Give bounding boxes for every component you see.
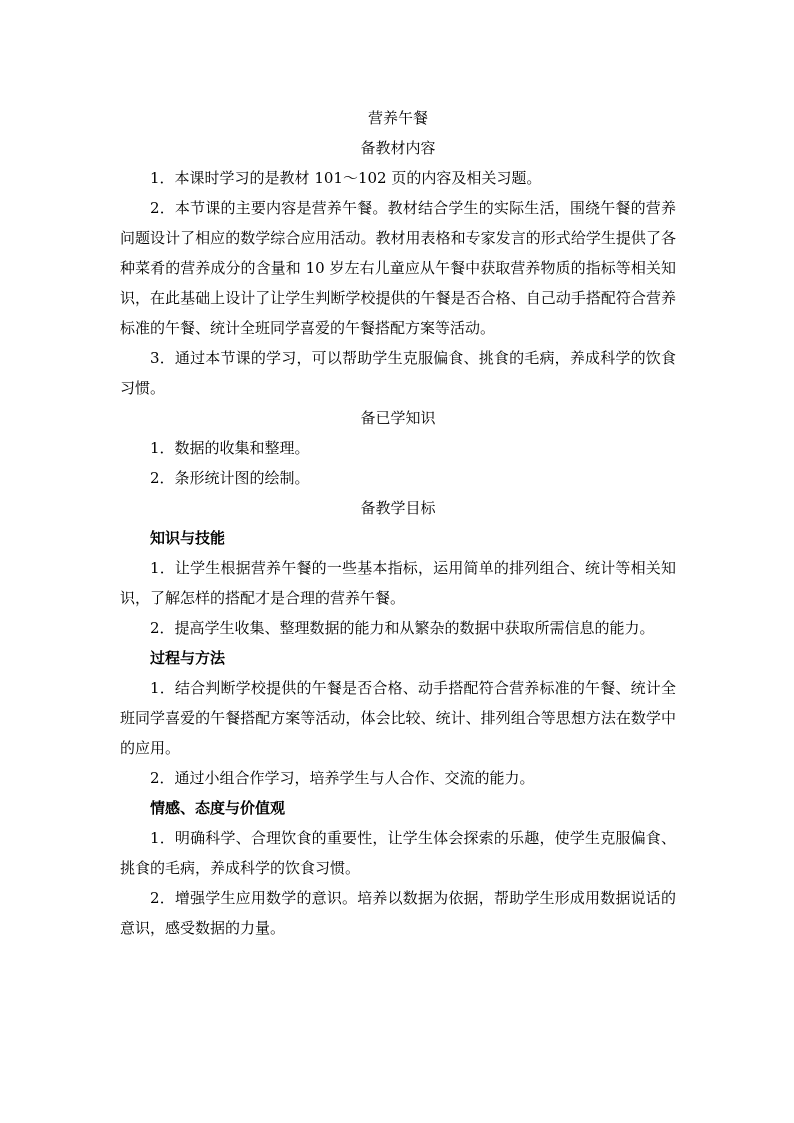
goal-group-attitudes-values bbox=[120, 793, 676, 943]
section-heading: 备已学知识 bbox=[360, 409, 436, 427]
subheading: 情感、态度与价值观 bbox=[150, 799, 286, 817]
section-teaching-goals bbox=[120, 493, 676, 943]
section-prior-knowledge bbox=[120, 403, 676, 493]
goal-group-knowledge-skills bbox=[120, 523, 676, 643]
subheading: 知识与技能 bbox=[150, 529, 226, 547]
paragraph: 2．增强学生应用数学的意识。培养以数据为依据，帮助学生形成用数据说话的意识，感受数据的力量。 bbox=[120, 889, 676, 937]
document-title: 营养午餐 bbox=[367, 109, 428, 127]
paragraph: 3．通过本节课的学习，可以帮助学生克服偏食、挑食的毛病，养成科学的饮食习惯。 bbox=[120, 349, 676, 397]
paragraph: 2．提高学生收集、整理数据的能力和从繁杂的数据中获取所需信息的能力。 bbox=[150, 619, 655, 637]
goal-group-process-methods bbox=[120, 643, 676, 793]
paragraph: 2．条形统计图的绘制。 bbox=[150, 469, 310, 487]
paragraph: 1．结合判断学校提供的午餐是否合格、动手搭配符合营养标准的午餐、统计全班同学喜爱的午餐搭配方案等活动，体会比较、统计、排列组合等思想方法在数学中的应用。 bbox=[120, 679, 676, 757]
subheading: 过程与方法 bbox=[150, 649, 226, 667]
paragraph: 2．通过小组合作学习，培养学生与人合作、交流的能力。 bbox=[150, 769, 535, 787]
section-heading: 备教学目标 bbox=[360, 499, 436, 517]
paragraph: 1．明确科学、合理饮食的重要性，让学生体会探索的乐趣，使学生克服偏食、挑食的毛病，养成科学的饮食习惯。 bbox=[120, 829, 676, 877]
document-page bbox=[120, 103, 676, 943]
paragraph: 1．让学生根据营养午餐的一些基本指标，运用简单的排列组合、统计等相关知识，了解怎样的搭配才是合理的营养午餐。 bbox=[120, 559, 676, 607]
section-heading: 备教材内容 bbox=[360, 139, 436, 157]
paragraph: 1．本课时学习的是教材 101～102 页的内容及相关习题。 bbox=[150, 169, 542, 187]
paragraph: 2．本节课的主要内容是营养午餐。教材结合学生的实际生活，围绕午餐的营养问题设计了相应的数学综合应用活动。教材用表格和专家发言的形式给学生提供了各种菜肴的营养成分的含量和 10 岁左右儿童应从午餐中获取营养物质的指标等相关知识，在此基础上设计了让学生判断学校提供的午餐是否合格、自己动手搭配符合营养标准的午餐、统计全班同学喜爱的午餐搭配方案等活动。 bbox=[120, 199, 676, 337]
section-textbook-content bbox=[120, 133, 676, 403]
paragraph: 1．数据的收集和整理。 bbox=[150, 439, 310, 457]
